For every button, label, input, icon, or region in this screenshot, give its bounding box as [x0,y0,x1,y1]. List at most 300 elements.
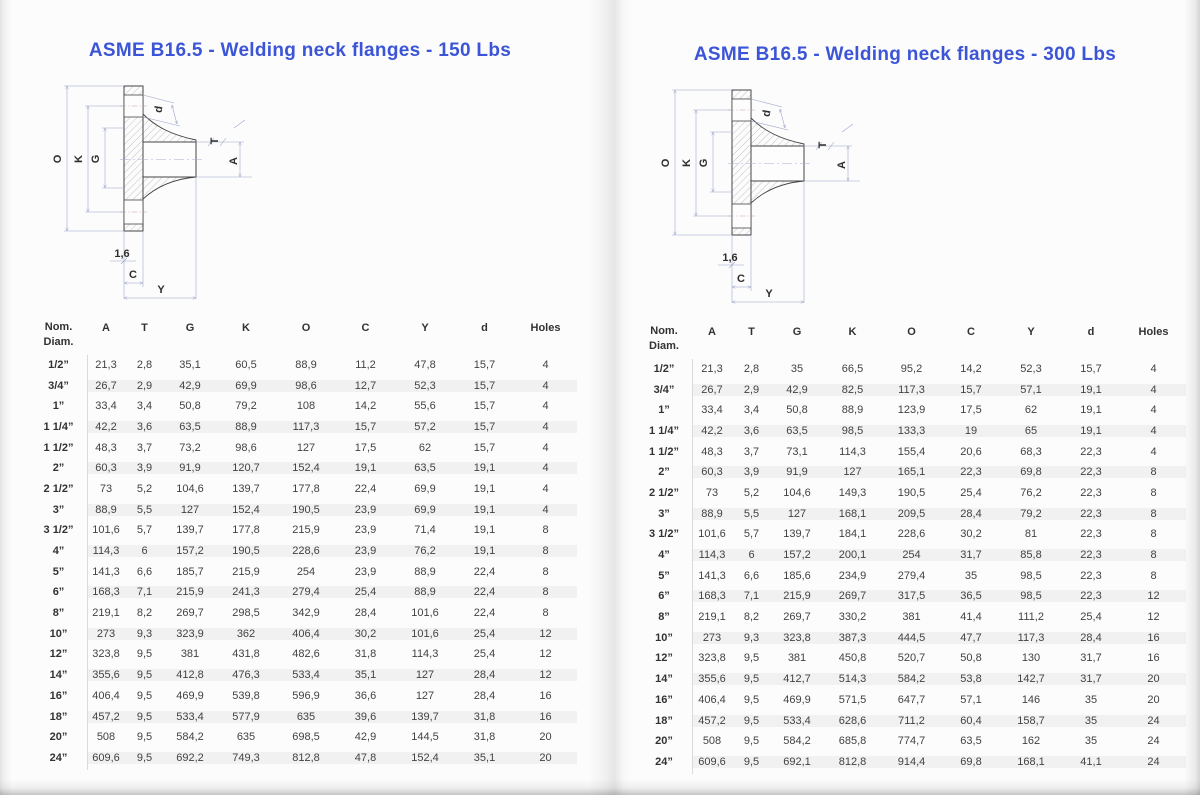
cell-value: 20 [1121,673,1186,685]
table-row [636,483,1186,504]
cell-value: 24 [1121,756,1186,768]
row-size-label: 16” [655,693,673,706]
table-row [636,524,1186,545]
table-row [30,355,577,376]
row-size-label: 18” [49,710,68,723]
cell-value: 23,9 [336,545,395,557]
dim-label-Y: Y [157,284,165,296]
cell-value: 12,7 [336,380,395,392]
cell-value: 209,5 [882,508,941,520]
table-row [636,752,1186,773]
table-row [636,503,1186,524]
cell-value: 5,2 [743,486,760,499]
table-row [636,421,1186,442]
cell-value: 15,7 [1080,362,1102,375]
row-size-label: 1 1/4” [649,424,679,437]
cell-value: 88,9 [841,404,864,417]
cell-value: 6,6 [136,565,153,578]
cell-value: 381 [180,648,200,661]
cell-value: 571,5 [838,693,867,706]
cell-value: 60,3 [87,462,125,474]
cell-value: 533,4 [164,711,216,723]
cell-value: 141,3 [698,569,726,582]
col-header-O: O [907,326,916,338]
cell-value: 25,4 [1080,611,1102,624]
cell-value: 162 [1021,735,1041,748]
cell-value: 19 [941,425,1001,437]
cell-value: 177,8 [232,524,260,537]
cell-value: 123,9 [897,404,926,417]
cell-value: 62 [418,441,432,454]
cell-value: 35,1 [336,669,395,681]
cell-value: 469,9 [176,689,204,702]
cell-value: 387,3 [823,632,882,644]
cell-value: 22,3 [1061,590,1121,602]
cell-value: 127 [771,508,823,520]
row-size-label: 3” [52,503,65,516]
cell-value: 101,6 [92,524,120,537]
cell-value: 298,5 [232,607,260,620]
cell-value: 9,5 [743,735,760,748]
cell-value: 14,2 [354,400,377,413]
cell-value: 22,3 [1080,445,1102,458]
cell-value: 21,3 [701,362,723,375]
cell-value: 177,8 [292,482,320,495]
dim-label-O: O [660,158,672,168]
cell-value: 279,4 [276,586,336,598]
table-row [636,690,1186,711]
cell-value: 23,9 [354,524,377,537]
cell-value: 108 [296,400,316,413]
cell-value: 692,2 [164,752,216,764]
cell-value: 15,7 [941,384,1001,396]
table-row [30,417,577,438]
cell-value: 5,7 [136,524,153,537]
cell-value: 15,7 [455,421,514,433]
cell-value: 33,4 [701,404,723,417]
cell-value: 12 [1147,611,1160,624]
cell-value: 254 [296,565,316,578]
cell-value: 127 [823,466,882,478]
cell-value: 62 [1024,404,1038,417]
cell-value: 3,9 [732,466,771,478]
cell-value: 53,8 [941,673,1001,685]
col-header-A: A [102,322,110,334]
cell-value: 79,2 [1001,508,1061,520]
cell-value: 146 [1021,693,1041,706]
cell-value: 28,4 [354,607,377,620]
cell-value: 5,5 [732,508,771,520]
cell-value: 19,1 [455,504,514,516]
cell-value: 111,2 [1018,611,1044,624]
cell-value: 139,7 [783,528,811,541]
col-header-Y: Y [1027,326,1035,338]
row-size-label: 8” [658,611,670,624]
cell-value: 98,5 [823,425,882,437]
cell-value: 114,3 [411,648,439,661]
cell-value: 101,6 [395,628,455,640]
cell-value: 774,7 [897,735,926,748]
table-row [636,462,1186,483]
cell-value: 60,5 [235,358,257,371]
cell-value: 15,7 [473,441,496,454]
cell-value: 16 [1147,652,1160,665]
cell-value: 323,9 [164,628,216,640]
table-row [30,644,577,665]
cell-value: 52,3 [395,380,455,392]
cell-value: 635 [236,731,256,744]
cell-value: 317,5 [882,590,941,602]
cell-value: 85,8 [1001,549,1061,561]
cell-value: 3,7 [136,441,153,454]
cell-value: 254 [882,549,941,561]
col-header-T: T [141,322,148,334]
cell-value: 88,9 [87,504,125,516]
cell-value: 16 [539,689,552,702]
cell-value: 9,5 [743,652,760,665]
cell-value: 35,1 [455,752,514,764]
cell-value: 55,6 [414,400,436,413]
cell-value: 19,1 [473,524,496,537]
cell-value: 2,8 [136,358,153,371]
cell-value: 9,3 [125,628,164,640]
cell-value: 50,8 [179,400,201,413]
cell-value: 60,3 [692,466,732,478]
table-row [636,359,1186,380]
cell-value: 6 [125,545,164,557]
dim-label-C: C [737,273,745,285]
cell-value: 7,1 [732,590,771,602]
column-divider-line [87,355,88,770]
cell-value: 15,7 [473,358,496,371]
dim-label-O: O [52,154,64,164]
col-header-Y: Y [421,322,429,334]
cell-value: 31,7 [941,549,1001,561]
table-row [636,627,1186,648]
cell-value: 73,2 [179,441,201,454]
cell-value: 28,4 [455,669,514,681]
row-size-label: 14” [49,669,68,682]
row-size-label: 5” [52,565,65,578]
row-size-label: 4” [658,549,670,562]
cell-value: 539,8 [232,689,260,702]
cell-value: 31,8 [473,731,496,744]
cell-value: 330,2 [838,611,867,624]
cell-value: 19,1 [1061,384,1121,396]
table-row [30,686,577,707]
cell-value: 63,5 [164,421,216,433]
cell-value: 215,9 [164,586,216,598]
cell-value: 4 [514,380,577,392]
cell-value: 269,7 [176,607,204,620]
dim-label-K: K [73,155,85,163]
cell-value: 8 [1121,466,1186,478]
cell-value: 114,3 [692,549,732,561]
col-header-T: T [748,326,755,338]
cell-value: 200,1 [823,549,882,561]
cell-value: 22,4 [473,565,496,578]
cell-value: 69,8 [1001,466,1061,478]
cell-value: 139,7 [232,482,260,495]
table-row [30,396,577,417]
cell-value: 22,4 [455,586,514,598]
cell-value: 9,5 [125,669,164,681]
cell-value: 269,7 [823,590,882,602]
cell-value: 749,3 [216,752,276,764]
cell-value: 482,6 [292,648,320,661]
page-edge-right-shadow [1184,0,1200,795]
cell-value: 215,9 [771,590,823,602]
cell-value: 141,3 [92,565,120,578]
cell-value: 584,2 [176,731,204,744]
cell-value: 23,9 [354,565,377,578]
cell-value: 41,1 [1061,756,1121,768]
cell-value: 127 [415,689,435,702]
dim-label-Y: Y [765,288,773,300]
cell-value: 25,4 [473,648,496,661]
table-row [30,437,577,458]
row-size-label: 4” [52,545,65,558]
cell-value: 609,6 [87,752,125,764]
cell-value: 9,5 [125,711,164,723]
cell-value: 127 [395,669,455,681]
cell-value: 444,5 [882,632,941,644]
dim-label-G: G [90,154,102,164]
cell-value: 4 [542,441,549,454]
cell-value: 234,9 [838,569,867,582]
flange-diagram-150lbs [40,80,270,310]
cell-value: 139,7 [395,711,455,723]
cell-value: 31,8 [455,711,514,723]
cell-value: 2,9 [125,380,164,392]
cell-value: 20 [539,731,552,744]
cell-value: 2,9 [732,384,771,396]
cell-value: 33,4 [95,400,117,413]
cell-value: 241,3 [216,586,276,598]
upper-hub [143,114,196,142]
cell-value: 4 [514,462,577,474]
cell-value: 19,1 [1061,425,1121,437]
row-size-label: 24” [49,751,68,764]
cell-value: 355,6 [87,669,125,681]
cell-value: 39,6 [336,711,395,723]
cell-value: 22,3 [1080,528,1102,541]
cell-value: 381 [902,611,921,624]
cell-value: 15,7 [336,421,395,433]
cell-value: 30,2 [960,528,982,541]
cell-value: 508 [702,735,722,748]
cell-value: 685,8 [838,735,867,748]
cell-value: 16 [514,711,577,723]
cell-value: 692,1 [771,756,823,768]
cell-value: 98,6 [235,441,257,454]
cell-value: 152,4 [395,752,455,764]
cell-value: 35 [790,362,804,375]
cell-value: 355,6 [692,673,732,685]
cell-value: 8 [1121,508,1186,520]
dim-label-T: T [209,137,221,145]
cell-value: 149,3 [838,486,867,499]
row-size-label: 10” [655,631,673,644]
cell-value: 323,8 [92,648,120,661]
cell-value: 168,1 [823,508,882,520]
row-size-label: 3/4” [653,383,675,396]
cell-value: 4 [542,358,549,371]
col-header-O: O [301,322,311,334]
cell-value: 19,1 [455,462,514,474]
cell-value: 41,4 [960,611,982,624]
cell-value: 711,2 [882,715,941,727]
page-title-150lbs: ASME B16.5 - Welding neck flanges - 150 Lbs [88,40,512,61]
cell-value: 31,7 [1061,673,1121,685]
cell-value: 68,3 [1020,445,1042,458]
row-size-label: 1 1/2” [43,441,74,454]
cell-value: 4 [1150,445,1157,458]
cell-value: 88,9 [295,358,317,371]
cell-value: 279,4 [897,569,926,582]
cell-value: 6,6 [743,569,760,582]
table-row [636,400,1186,421]
table-row [30,665,577,686]
cell-value: 35 [964,569,978,582]
row-size-label: 1/2” [653,362,675,375]
cell-value: 22,4 [473,607,496,620]
cell-value: 76,2 [1020,486,1042,499]
table-row [636,379,1186,400]
cell-value: 57,1 [1001,384,1061,396]
page-edge-bottom-shadow [0,779,1200,795]
cell-value: 73 [705,486,719,499]
cell-value: 69,9 [395,504,455,516]
row-size-label: 2” [52,462,65,475]
cell-value: 16 [1121,632,1186,644]
cell-value: 11,2 [355,358,376,371]
row-size-label: 14” [655,673,673,686]
table-header-row [30,320,577,352]
table-row [30,706,577,727]
cell-value: 26,7 [692,384,732,396]
cell-value: 120,7 [216,462,276,474]
col-header-K: K [242,322,250,334]
cell-value: 19,1 [1080,404,1102,417]
dim-label-C: C [129,269,137,281]
cell-value: 228,6 [897,528,926,541]
cell-value: 21,3 [95,358,117,371]
cell-value: 50,8 [960,652,982,665]
cell-value: 190,5 [897,486,926,499]
lower-hub [143,177,196,199]
cell-value: 914,4 [882,756,941,768]
cell-value: 47,8 [414,358,436,371]
cell-value: 48,3 [95,441,117,454]
table-row [636,565,1186,586]
table-row [30,727,577,748]
cell-value: 476,3 [216,669,276,681]
cell-value: 142,7 [1001,673,1061,685]
cell-value: 57,1 [960,693,982,706]
cell-value: 342,9 [292,607,320,620]
cell-value: 8 [1150,486,1157,499]
cell-value: 82,5 [823,384,882,396]
row-size-label: 3” [658,507,670,520]
row-size-label: 6” [52,586,65,599]
cell-value: 25,4 [336,586,395,598]
cell-value: 71,4 [414,524,436,537]
cell-value: 4 [542,482,549,495]
cell-value: 91,9 [771,466,823,478]
cell-value: 69,9 [216,380,276,392]
cell-value: 157,2 [771,549,823,561]
row-size-label: 2 1/2” [649,486,679,499]
cell-value: 20 [514,752,577,764]
cell-value: 362 [216,628,276,640]
cell-value: 104,6 [783,486,811,499]
cell-value: 584,2 [783,735,811,748]
cell-value: 155,4 [897,445,926,458]
cell-value: 47,7 [941,632,1001,644]
dim-label-A: A [836,161,848,169]
table-row [30,561,577,582]
dimension-lines [672,90,860,303]
cell-value: 5,7 [743,528,760,541]
cell-value: 114,3 [839,445,866,458]
col-header-G: G [185,322,195,334]
cell-value: 98,5 [1001,590,1061,602]
cell-value: 22,3 [1080,569,1102,582]
cell-value: 219,1 [92,607,120,620]
row-size-label: 1 1/2” [649,445,679,458]
cell-value: 8 [1121,549,1186,561]
cell-value: 117,3 [882,384,941,396]
cell-value: 73,1 [786,445,808,458]
cell-value: 88,9 [395,586,455,598]
cell-value: 14,2 [960,362,982,375]
cell-value: 457,2 [87,711,125,723]
cell-value: 22,4 [354,482,377,495]
row-size-label: 20” [49,731,68,744]
cell-value: 47,8 [336,752,395,764]
cell-value: 24 [1147,735,1160,748]
cell-value: 412,8 [164,669,216,681]
table-row [636,648,1186,669]
table-row [636,441,1186,462]
cell-value: 9,5 [136,731,153,744]
cell-value: 185,7 [176,565,204,578]
table-row [636,669,1186,690]
cell-value: 584,2 [882,673,941,685]
cell-value: 323,8 [698,652,726,665]
row-size-label: 8” [52,607,65,620]
cell-value: 165,1 [882,466,941,478]
cell-value: 6 [732,549,771,561]
row-size-label: 2” [658,466,670,479]
cell-value: 8 [1150,569,1157,582]
cell-value: 215,9 [292,524,320,537]
table-row [30,458,577,479]
cell-value: 8 [1150,528,1157,541]
cell-value: 9,5 [732,715,771,727]
table-row [30,375,577,396]
cell-value: 647,7 [897,693,926,706]
cell-value: 117,3 [276,421,336,433]
cell-value: 406,4 [92,689,120,702]
cell-value: 381 [787,652,807,665]
col-header-d: d [481,322,488,334]
row-size-label: 12” [49,648,68,661]
row-size-label: 1” [52,400,65,413]
cell-value: 812,8 [276,752,336,764]
dimensions-table-150lbs [30,320,577,768]
